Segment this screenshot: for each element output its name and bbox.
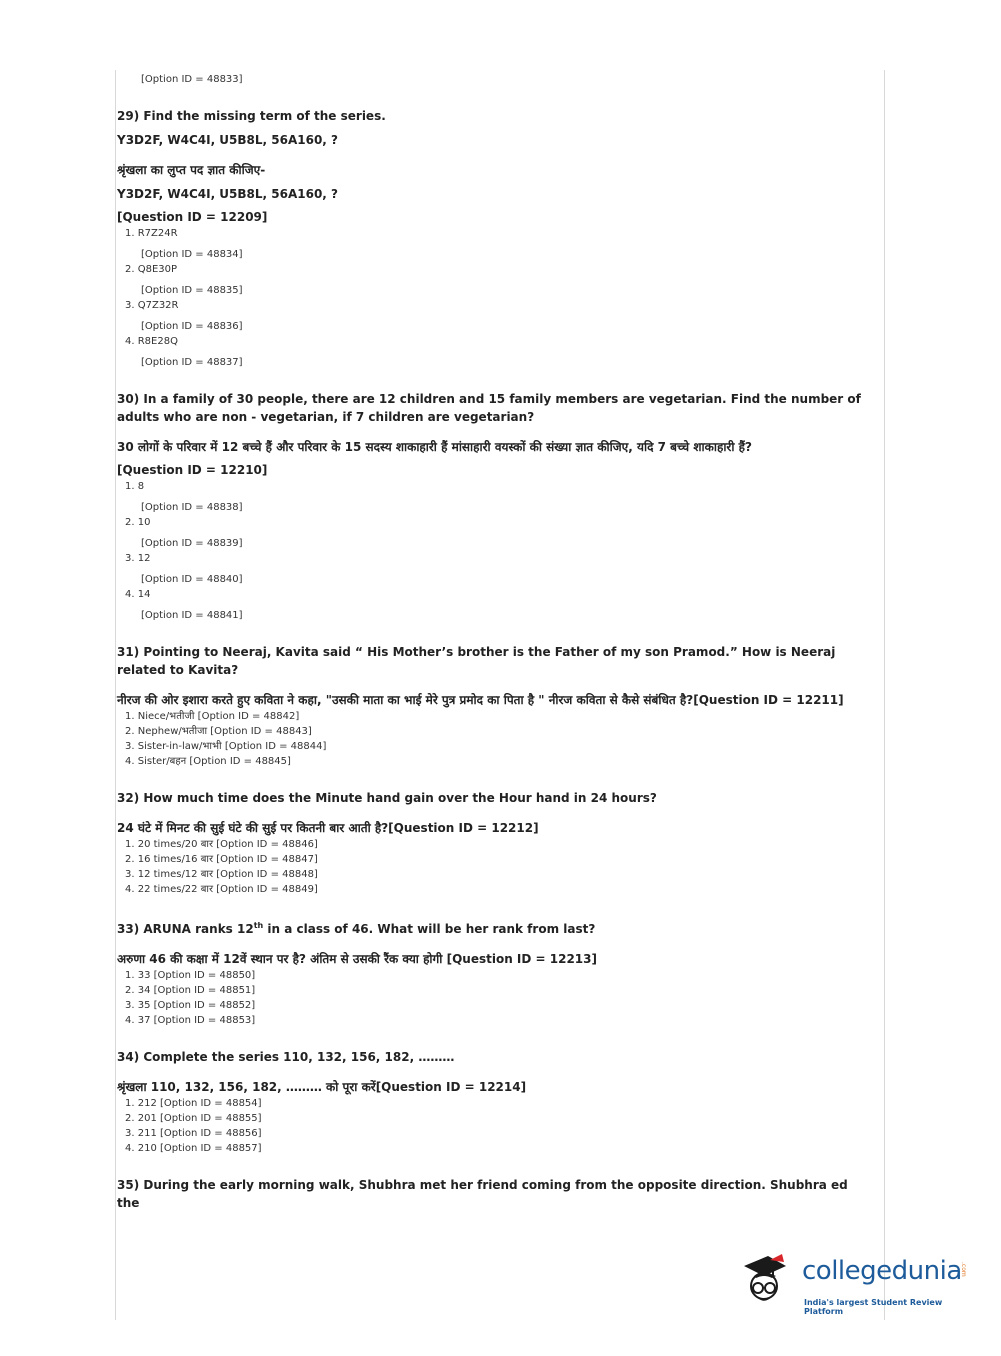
option-id: [Option ID = 48835] bbox=[141, 285, 243, 296]
page-right-rule bbox=[884, 70, 885, 1320]
logo-dotcom: .com bbox=[960, 1262, 967, 1277]
option-id: [Option ID = 48834] bbox=[141, 249, 243, 260]
option: 3. 35 [Option ID = 48852] bbox=[125, 1000, 256, 1011]
question-hindi: नीरज की ओर इशारा करते हुए कविता ने कहा, "उसकी माता का भाई मेरे पुत्र प्रमोद का पिता है " नीरज कविता से कैसे संबंधित है?[Question ID = 12211] bbox=[117, 693, 844, 707]
option: 4. R8E28Q bbox=[125, 336, 178, 347]
question-30 bbox=[117, 390, 872, 623]
question-id: [Question ID = 12209] bbox=[117, 210, 268, 224]
option: 3. Q7Z32R bbox=[125, 300, 179, 311]
question-29 bbox=[117, 107, 872, 370]
option-id: [Option ID = 48836] bbox=[141, 321, 243, 332]
options-list bbox=[117, 1096, 872, 1156]
question-title: 34) Complete the series 110, 132, 156, 182, ……… bbox=[117, 1050, 455, 1064]
question-title: 31) Pointing to Neeraj, Kavita said “ His Mother’s brother is the Father of my son Pramod.” How is Neeraj related to Kavita? bbox=[117, 645, 836, 677]
logo-wordmark: collegedunia bbox=[802, 1256, 962, 1286]
options-list bbox=[117, 479, 872, 623]
question-title: 32) How much time does the Minute hand gain over the Hour hand in 24 hours? bbox=[117, 791, 657, 805]
question-35 bbox=[117, 1176, 872, 1212]
option: 4. 22 times/22 बार [Option ID = 48849] bbox=[125, 884, 318, 895]
question-title: 30) In a family of 30 people, there are 12 children and 15 family members are vegetarian. Find the number of adults who are non - vegetarian, if 7 children are vegetarian? bbox=[117, 392, 861, 424]
page-left-rule bbox=[115, 70, 116, 1320]
question-hindi: अरुणा 46 की कक्षा में 12वें स्थान पर है? अंतिम से उसकी रैंक क्या होगी [Question ID = 12213] bbox=[117, 952, 597, 966]
option: 2. Q8E30P bbox=[125, 264, 178, 275]
options-list bbox=[117, 709, 872, 769]
question-hindi: श्रृंखला 110, 132, 156, 182, ……… को पूरा करें[Question ID = 12214] bbox=[117, 1080, 527, 1094]
options-list bbox=[117, 968, 872, 1028]
option: 3. 12 times/12 बार [Option ID = 48848] bbox=[125, 869, 318, 880]
option-id: [Option ID = 48839] bbox=[141, 538, 243, 549]
option: 4. 210 [Option ID = 48857] bbox=[125, 1143, 262, 1154]
option: 3. Sister-in-law/भाभी [Option ID = 48844] bbox=[125, 741, 327, 752]
option-id: [Option ID = 48833] bbox=[141, 74, 243, 85]
option: 2. 201 [Option ID = 48855] bbox=[125, 1113, 262, 1124]
question-31 bbox=[117, 643, 872, 769]
option: 4. Sister/बहन [Option ID = 48845] bbox=[125, 756, 291, 767]
option: 2. Nephew/भतीजा [Option ID = 48843] bbox=[125, 726, 312, 737]
option: 1. R7Z24R bbox=[125, 228, 178, 239]
question-series: Y3D2F, W4C4I, U5B8L, 56A160, ? bbox=[117, 133, 339, 147]
option: 2. 34 [Option ID = 48851] bbox=[125, 985, 256, 996]
option-id: [Option ID = 48837] bbox=[141, 357, 243, 368]
logo-tagline: India's largest Student Review Platform bbox=[804, 1298, 943, 1316]
question-hindi: 30 लोगों के परिवार में 12 बच्चे हैं और परिवार के 15 सदस्य शाकाहारी हैं मांसाहारी वयस्कों की संख्या ज्ञात कीजिए, यदि 7 बच्चे शाकाहारी हैं? bbox=[117, 440, 752, 454]
collegedunia-logo bbox=[742, 1250, 972, 1320]
option: 1. 212 [Option ID = 48854] bbox=[125, 1098, 262, 1109]
option: 1. 20 times/20 बार [Option ID = 48846] bbox=[125, 839, 318, 850]
option: 2. 10 bbox=[125, 517, 151, 528]
option-id: [Option ID = 48841] bbox=[141, 610, 243, 621]
option-id: [Option ID = 48840] bbox=[141, 574, 243, 585]
option: 1. 8 bbox=[125, 481, 145, 492]
option: 4. 14 bbox=[125, 589, 151, 600]
option: 3. 12 bbox=[125, 553, 151, 564]
option: 2. 16 times/16 बार [Option ID = 48847] bbox=[125, 854, 318, 865]
question-paper bbox=[117, 60, 872, 1212]
options-list bbox=[117, 837, 872, 897]
graduate-mascot-icon bbox=[742, 1252, 788, 1308]
question-32 bbox=[117, 789, 872, 897]
option: 1. 33 [Option ID = 48850] bbox=[125, 970, 256, 981]
option: 1. Niece/भतीजी [Option ID = 48842] bbox=[125, 711, 300, 722]
question-title: 35) During the early morning walk, Shubhra met her friend coming from the opposite direction. Shubhra ed the bbox=[117, 1178, 848, 1210]
option: 3. 211 [Option ID = 48856] bbox=[125, 1128, 262, 1139]
question-id: [Question ID = 12210] bbox=[117, 463, 268, 477]
question-title: 29) Find the missing term of the series. bbox=[117, 109, 386, 123]
question-series-hindi: Y3D2F, W4C4I, U5B8L, 56A160, ? bbox=[117, 187, 339, 201]
question-title: 33) ARUNA ranks 12th in a class of 46. What will be her rank from last? bbox=[117, 921, 596, 936]
option: 4. 37 [Option ID = 48853] bbox=[125, 1015, 256, 1026]
question-hindi: श्रृंखला का लुप्त पद ज्ञात कीजिए- bbox=[117, 163, 266, 177]
question-33 bbox=[117, 917, 872, 1028]
options-list bbox=[117, 226, 872, 370]
question-34 bbox=[117, 1048, 872, 1156]
option-id: [Option ID = 48838] bbox=[141, 502, 243, 513]
question-hindi: 24 घंटे में मिनट की सुई घंटे की सुई पर कितनी बार आती है?[Question ID = 12212] bbox=[117, 821, 539, 835]
